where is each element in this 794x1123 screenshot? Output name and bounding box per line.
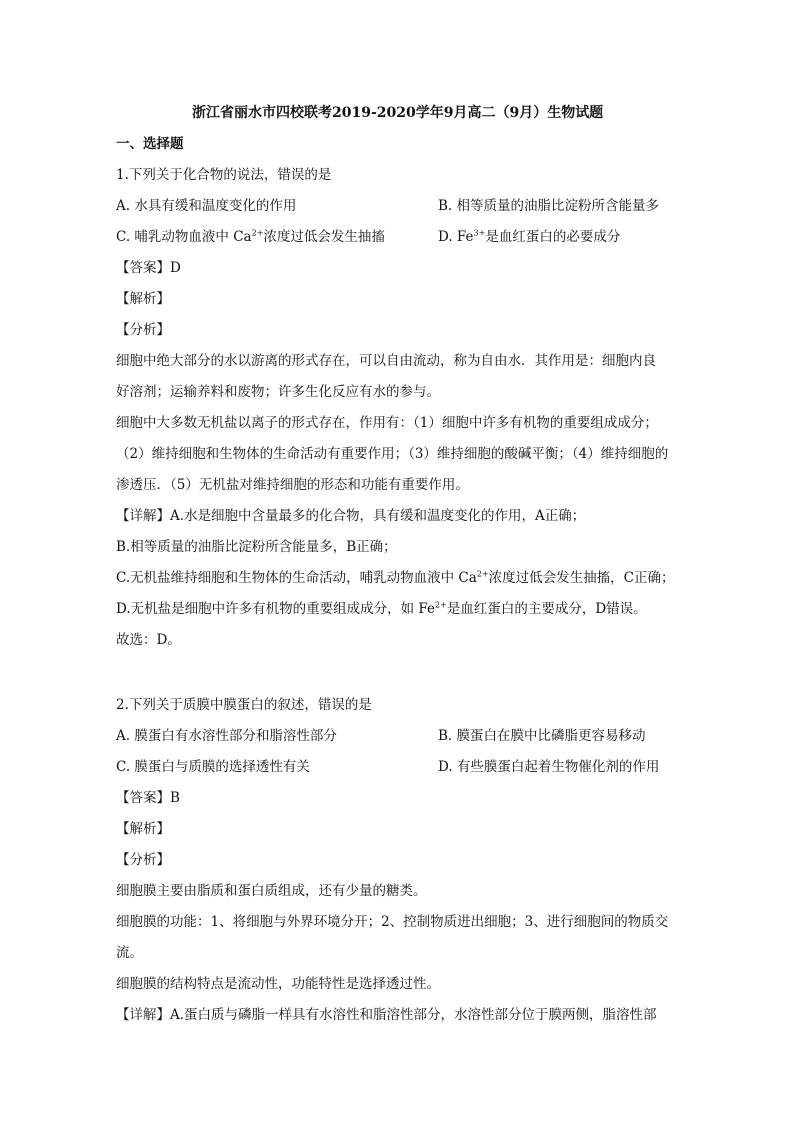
q1-option-c-text: C. 哺乳动物血液中 Ca bbox=[116, 229, 252, 245]
q1-detail-c bbox=[116, 568, 674, 588]
q1-analysis-label: 【解析】 bbox=[116, 291, 170, 307]
q2-detail-a-text: A.蛋白质与磷脂一样具有水溶性和脂溶性部分，水溶性部分位于膜两侧，脂溶性部 bbox=[170, 1007, 657, 1023]
q1-option-d-text: D. Fe bbox=[438, 229, 474, 245]
q2-analysis-p1: 细胞膜主要由脂质和蛋白质组成，还有少量的糖类。 bbox=[116, 883, 427, 899]
q1-detail-b: B.相等质量的油脂比淀粉所含能量多，B正确； bbox=[116, 539, 397, 555]
q1-answer: 【答案】D bbox=[116, 260, 181, 276]
q1-detail-label: 【详解】 bbox=[116, 508, 170, 524]
q1-analysis-p1: 细胞中绝大部分的水以游离的形式存在，可以自由流动，称为自由水．其作用是：细胞内良 bbox=[116, 353, 656, 369]
q1-detail-a-text: A.水是细胞中含量最多的化合物，具有缓和温度变化的作用，A正确； bbox=[170, 508, 586, 524]
q2-detail-a bbox=[116, 1005, 657, 1025]
q1-option-b: B. 相等质量的油脂比淀粉所含能量多 bbox=[438, 198, 660, 214]
q2-option-b: B. 膜蛋白在膜中比磷脂更容易移动 bbox=[438, 728, 646, 744]
q1-stem: 1.下列关于化合物的说法，错误的是 bbox=[116, 167, 332, 183]
q1-option-d-charge: 3+ bbox=[473, 228, 486, 238]
q2-analysis-label: 【解析】 bbox=[116, 821, 170, 837]
q1-detail-d bbox=[116, 599, 647, 619]
q1-option-d-text-end: 是血红蛋白的必要成分 bbox=[485, 229, 621, 245]
q1-fenxi-label: 【分析】 bbox=[116, 322, 170, 338]
q1-detail-a bbox=[116, 506, 585, 526]
q1-option-a: A. 水具有缓和温度变化的作用 bbox=[116, 198, 297, 214]
q2-analysis-p2: 细胞膜的功能：1、将细胞与外界环境分开；2、控制物质进出细胞；3、进行细胞间的物质交 bbox=[116, 914, 669, 930]
q1-analysis-p2: 细胞中大多数无机盐以离子的形式存在，作用有：（1）细胞中许多有机物的重要组成成分； bbox=[116, 415, 658, 431]
q1-detail-c-text: C.无机盐维持细胞和生物体的生命活动，哺乳动物血液中 Ca bbox=[116, 570, 477, 586]
q2-option-d: D. 有些膜蛋白起着生物催化剂的作用 bbox=[438, 759, 660, 775]
q1-detail-d-charge: 2+ bbox=[435, 600, 447, 610]
q1-detail-d-text-end: 是血红蛋白的主要成分，D错误。 bbox=[446, 601, 647, 617]
q2-detail-label: 【详解】 bbox=[116, 1007, 170, 1023]
q1-choose: 故选：D。 bbox=[116, 632, 181, 648]
q1-detail-d-text: D.无机盐是细胞中许多有机物的重要组成成分，如 Fe bbox=[116, 601, 436, 617]
q1-option-c bbox=[116, 227, 385, 247]
q2-fenxi-label: 【分析】 bbox=[116, 852, 170, 868]
q1-detail-c-charge: 2+ bbox=[476, 569, 489, 579]
doc-title: 浙江省丽水市四校联考2019-2020学年9月高二（9月）生物试题 bbox=[192, 105, 604, 121]
q1-option-d bbox=[438, 227, 620, 247]
q2-stem: 2.下列关于质膜中膜蛋白的叙述，错误的是 bbox=[116, 697, 372, 713]
q1-analysis-p1-cont: 好溶剂；运输养料和废物；许多生化反应有水的参与。 bbox=[116, 384, 440, 400]
q2-option-a: A. 膜蛋白有水溶性部分和脂溶性部分 bbox=[116, 728, 337, 744]
q1-option-c-text-end: 浓度过低会发生抽搐 bbox=[263, 229, 385, 245]
q1-analysis-p2-end: 渗透压．（5）无机盐对维持细胞的形态和功能有重要作用。 bbox=[116, 477, 469, 493]
q1-analysis-p2-cont: （2）维持细胞和生物体的生命活动有重要作用；（3）维持细胞的酸碱平衡；（4）维持细胞的 bbox=[116, 446, 669, 462]
q2-analysis-p2-cont: 流。 bbox=[116, 945, 143, 961]
q2-answer: 【答案】B bbox=[116, 790, 180, 806]
q1-option-c-charge: 2+ bbox=[251, 228, 264, 238]
q2-option-c: C. 膜蛋白与质膜的选择透性有关 bbox=[116, 759, 310, 775]
section-heading: 一、选择题 bbox=[116, 136, 184, 152]
q1-detail-c-text-end: 浓度过低会发生抽搐，C正确； bbox=[488, 570, 675, 586]
q2-analysis-p3: 细胞膜的结构特点是流动性，功能特性是选择透过性。 bbox=[116, 976, 440, 992]
